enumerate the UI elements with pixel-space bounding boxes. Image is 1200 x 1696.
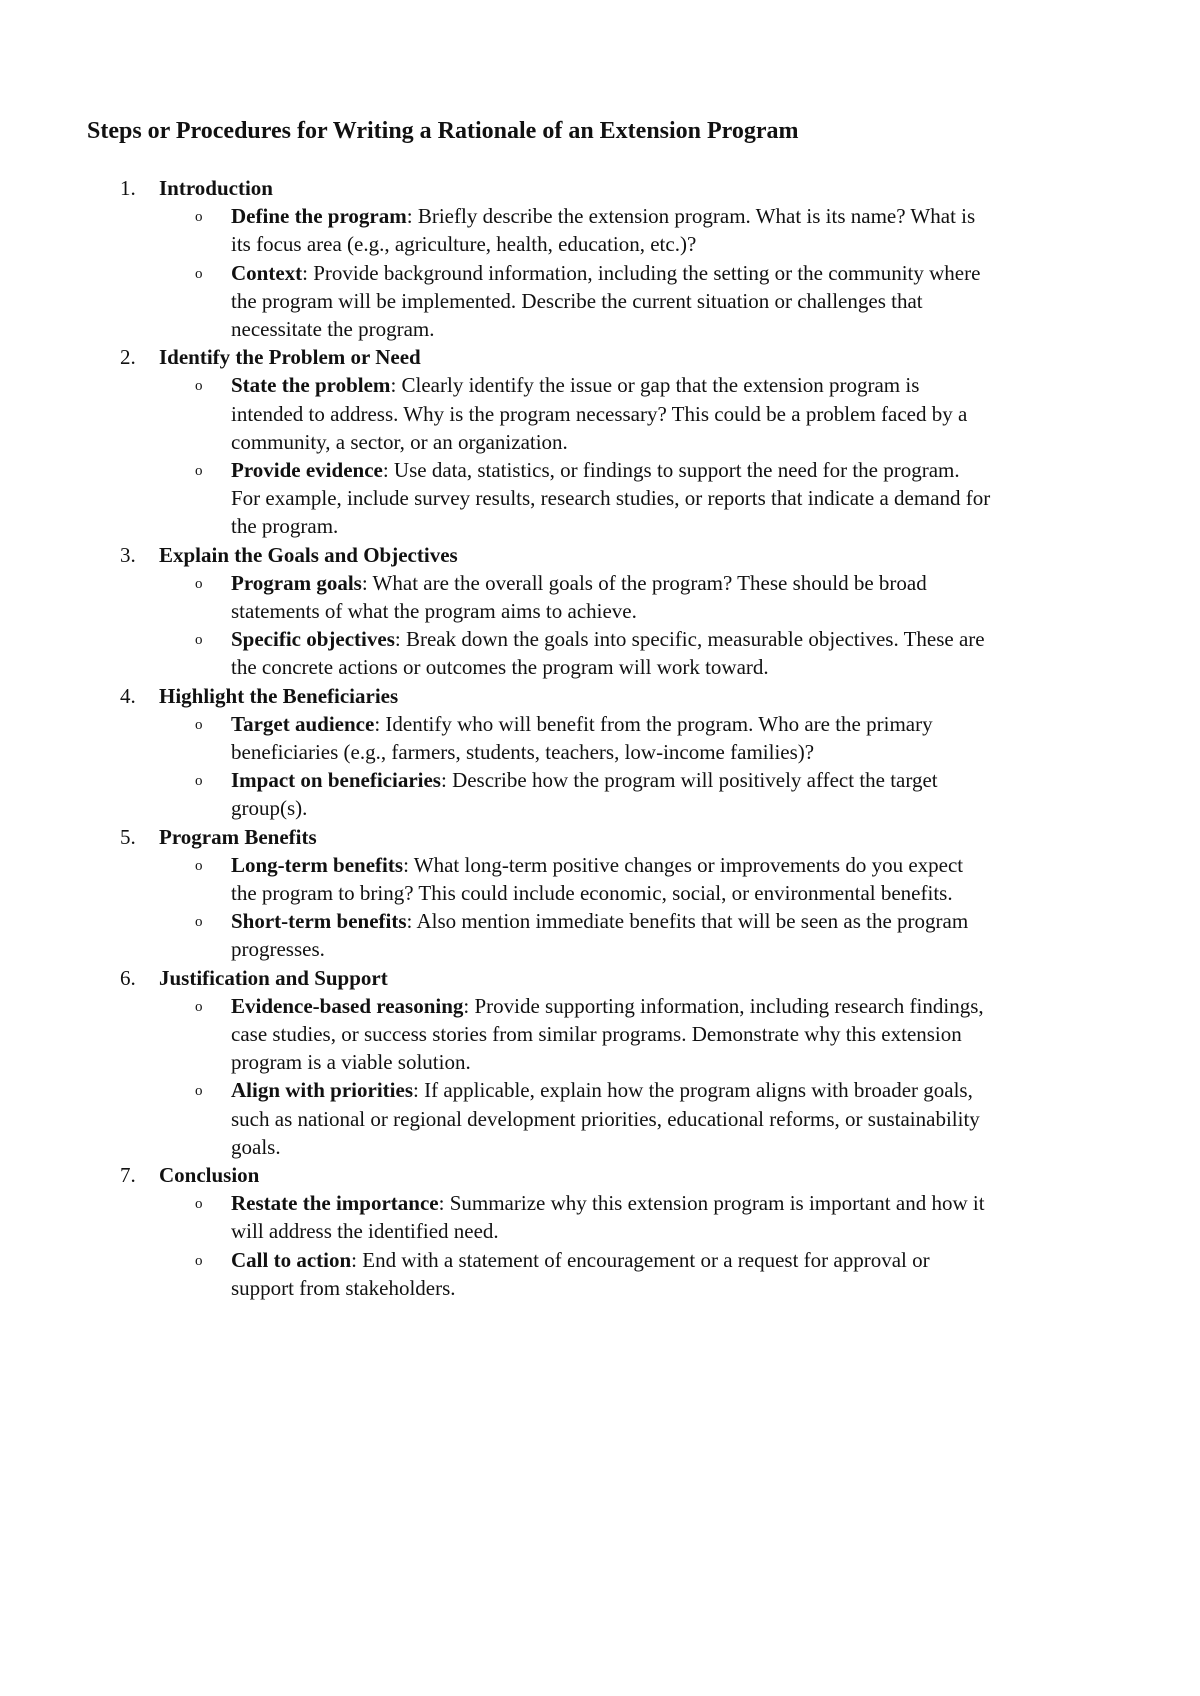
sub-item-description: : Also mention immediate benefits that will be seen as the program progresses. [231,909,969,962]
section-heading [0,541,1200,569]
sub-item-list [0,569,1200,682]
circle-bullet-icon: o [195,773,203,790]
section-item [0,964,1200,1161]
section-item [0,1161,1200,1302]
sub-item [0,625,991,681]
sub-item-description: : Describe how the program will positively affect the target group(s). [231,768,938,821]
sub-item-term: Short-term benefits [231,909,407,934]
sub-item-description: : Provide supporting information, including research findings, case studies, or success stories from similar programs. Demonstrate why this extension program is a viable solution. [231,993,984,1075]
sub-item [0,259,991,344]
section-heading [0,823,1200,851]
section-number: 3. [120,542,136,567]
sub-item-description: : Use data, statistics, or findings to support the need for the program. For example, include survey results, research studies, or reports that indicate a demand for the program. [231,458,991,539]
section-list [0,174,1200,1302]
circle-bullet-icon: o [195,914,203,931]
sub-item [0,456,991,541]
section-item [0,541,1200,682]
section-title: Explain the Goals and Objectives [159,542,458,567]
section-heading [0,1161,1200,1189]
circle-bullet-icon: o [195,857,203,874]
sub-item-term: Program goals [231,570,362,595]
section-item [0,823,1200,964]
sub-item-description: : End with a statement of encouragement or a request for approval or support from stakeholders. [231,1247,930,1300]
sub-item-term: Provide evidence [231,458,383,482]
circle-bullet-icon: o [195,265,203,282]
section-number: 4. [120,683,136,708]
sub-item [0,371,991,456]
sub-item [0,1246,991,1302]
sub-item-term: Align with priorities [231,1078,413,1103]
sub-item-list [0,371,1200,540]
section-number: 7. [120,1163,136,1188]
section-title: Justification and Support [159,965,388,990]
sub-item-description: : Summarize why this extension program is important and how it will address the identified need. [231,1191,985,1244]
sub-item-term: Define the program [231,204,407,229]
sub-item-description: : Provide background information, including the setting or the community where the program will be implemented. Describe the current situation or challenges that necessitate the program. [231,260,981,341]
sub-item-description: : Identify who will benefit from the program. Who are the primary beneficiaries (e.g., farmers, students, teachers, low-income families)? [231,711,933,764]
sub-item-term: Impact on beneficiaries [231,768,441,793]
circle-bullet-icon: o [195,1083,203,1100]
sub-item-term: State the problem [231,373,391,398]
sub-item [0,1076,991,1161]
sub-item [0,202,991,258]
circle-bullet-icon: o [195,632,203,649]
circle-bullet-icon: o [195,209,203,226]
section-number: 2. [120,345,136,370]
section-title: Identify the Problem or Need [159,345,421,370]
section-heading [0,343,1200,371]
sub-item [0,907,991,963]
sub-item-term: Long-term benefits [231,852,404,877]
section-item [0,174,1200,343]
section-number: 5. [120,824,136,849]
section-heading [0,964,1200,992]
section-item [0,343,1200,540]
circle-bullet-icon: o [195,998,203,1015]
section-number: 1. [120,176,136,200]
sub-item-description: : Break down the goals into specific, measurable objectives. These are the concrete actions or outcomes the program will work toward. [231,627,985,680]
circle-bullet-icon: o [195,716,203,733]
circle-bullet-icon: o [195,575,203,592]
section-number: 6. [120,965,136,990]
sub-item-term: Call to action [231,1247,352,1272]
sub-item-description: : If applicable, explain how the program aligns with broader goals, such as national or regional development priorities, educational reforms, or sustainability goals. [231,1078,980,1159]
sub-item-list [0,992,1200,1161]
sub-item-list [0,202,1200,343]
sub-item-description: : Clearly identify the issue or gap that the extension program is intended to address. Why is the program necessary? This could be a problem faced by a community, a sector, or an organization. [231,373,968,454]
sub-item-list [0,710,1200,823]
section-heading [0,174,1200,202]
sub-item-term: Restate the importance [231,1191,439,1216]
sub-item [0,569,991,625]
circle-bullet-icon: o [195,378,203,395]
sub-item [0,851,991,907]
section-heading [0,682,1200,710]
sub-item-description: : What long-term positive changes or improvements do you expect the program to bring? This could include economic, social, or environmental benefits. [231,852,964,905]
sub-item [0,1189,991,1245]
sub-item-term: Target audience [231,711,375,736]
sub-item [0,992,991,1077]
section-title: Program Benefits [159,824,317,849]
circle-bullet-icon: o [195,1196,203,1213]
sub-item [0,710,991,766]
sub-item [0,766,991,822]
circle-bullet-icon: o [195,1252,203,1269]
section-title: Conclusion [159,1163,260,1188]
sub-item-term: Context [231,260,303,285]
section-title: Introduction [159,176,273,200]
sub-item-description: : What are the overall goals of the program? These should be broad statements of what the program aims to achieve. [231,570,927,623]
sub-item-list [0,851,1200,964]
document-title: Steps or Procedures for Writing a Rationale of an Extension Program [87,118,799,144]
sub-item-description: : Briefly describe the extension program. What is its name? What is its focus area (e.g., agriculture, health, education, etc.)? [231,204,976,257]
circle-bullet-icon: o [195,463,203,479]
sub-item-term: Evidence-based reasoning [231,993,464,1018]
section-item [0,682,1200,823]
sub-item-term: Specific objectives [231,627,395,652]
sub-item-list [0,1189,1200,1302]
section-title: Highlight the Beneficiaries [159,683,399,708]
